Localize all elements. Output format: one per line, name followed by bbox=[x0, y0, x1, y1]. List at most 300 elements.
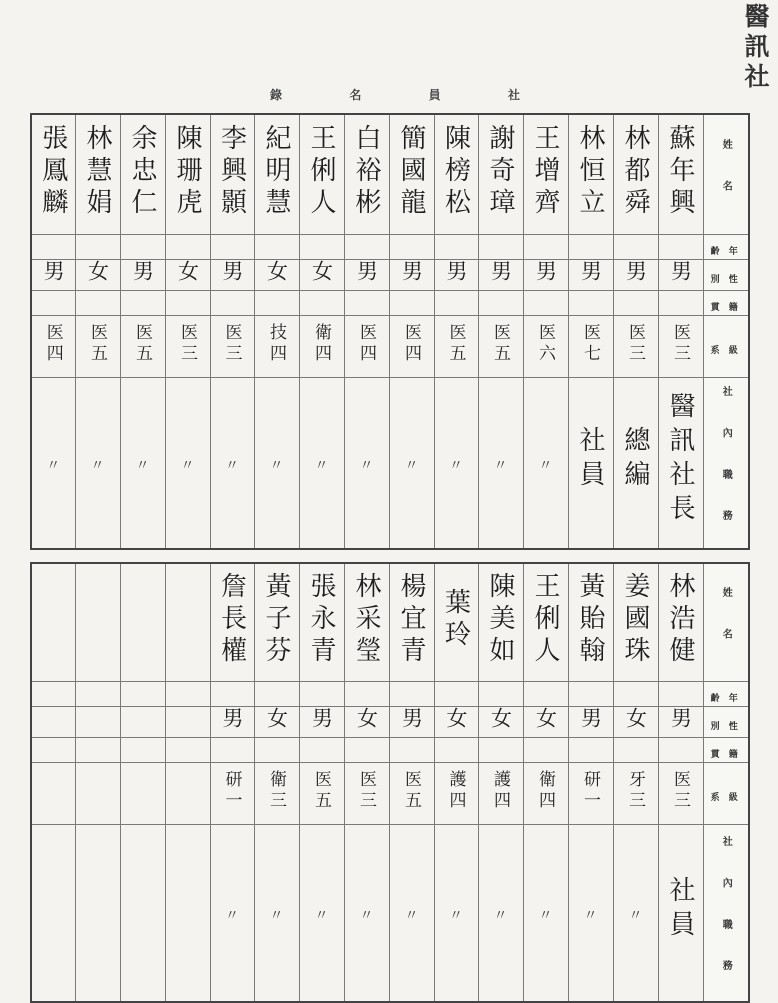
cell-class bbox=[568, 315, 613, 377]
row-origin bbox=[31, 737, 749, 762]
value-name: 紀明慧 bbox=[261, 123, 291, 220]
row-name bbox=[31, 114, 749, 234]
cell-sex bbox=[389, 706, 434, 737]
value-name: 林慧娟 bbox=[82, 123, 112, 220]
value-role: 〃 bbox=[493, 457, 508, 474]
cell-age bbox=[210, 681, 254, 706]
cell-sex bbox=[568, 706, 613, 737]
value-name: 蘇年興 bbox=[665, 123, 695, 220]
cell-origin bbox=[389, 737, 434, 762]
cell-sex bbox=[523, 259, 568, 290]
value-role: 總編 bbox=[620, 426, 650, 495]
row-origin bbox=[31, 290, 749, 315]
cell-age bbox=[568, 681, 613, 706]
cell-role bbox=[523, 377, 568, 549]
cell-name bbox=[165, 114, 210, 234]
header-name bbox=[703, 114, 749, 234]
header-label-role: 社 內 職 務 bbox=[720, 386, 732, 535]
cell-role bbox=[210, 377, 254, 549]
cell-age bbox=[523, 234, 568, 259]
header-label-name: 姓 名 bbox=[720, 587, 732, 653]
header-origin bbox=[703, 290, 749, 315]
value-name: 黃子芬 bbox=[261, 571, 291, 668]
cell-origin bbox=[434, 737, 478, 762]
value-sex: 男 bbox=[309, 706, 334, 732]
cell-origin bbox=[75, 737, 120, 762]
cell-origin bbox=[344, 290, 389, 315]
value-class: 医五 bbox=[490, 322, 510, 365]
cell-age bbox=[165, 681, 210, 706]
cell-name bbox=[568, 114, 613, 234]
value-sex: 男 bbox=[668, 259, 693, 285]
value-role: 〃 bbox=[269, 907, 284, 924]
value-name: 林采瑩 bbox=[351, 571, 381, 668]
cell-age bbox=[434, 681, 478, 706]
cell-age bbox=[434, 234, 478, 259]
cell-sex bbox=[658, 259, 703, 290]
value-sex: 男 bbox=[444, 259, 468, 285]
value-sex: 女 bbox=[488, 706, 513, 732]
cell-class bbox=[523, 762, 568, 824]
value-role: 〃 bbox=[449, 457, 463, 474]
cell-age bbox=[210, 234, 254, 259]
cell-role bbox=[523, 824, 568, 1002]
cell-role bbox=[568, 377, 613, 549]
value-class: 医四 bbox=[42, 322, 63, 365]
value-role: 〃 bbox=[359, 457, 374, 474]
header-label-class: 系 級 bbox=[710, 346, 741, 356]
cell-age bbox=[613, 234, 658, 259]
header-sex bbox=[703, 259, 749, 290]
cell-role bbox=[389, 824, 434, 1002]
value-sex: 男 bbox=[623, 259, 648, 285]
cell-origin bbox=[120, 290, 165, 315]
title-char: 社 bbox=[507, 88, 520, 102]
cell-role bbox=[75, 824, 120, 1002]
cell-origin bbox=[478, 290, 523, 315]
value-sex: 女 bbox=[175, 259, 200, 285]
cell-sex bbox=[254, 706, 299, 737]
cell-sex bbox=[75, 706, 120, 737]
cell-name bbox=[299, 114, 344, 234]
value-role: 〃 bbox=[449, 907, 463, 924]
cell-origin bbox=[523, 737, 568, 762]
cell-age bbox=[120, 681, 165, 706]
cell-class bbox=[210, 762, 254, 824]
value-class: 医五 bbox=[132, 322, 152, 365]
cell-origin bbox=[299, 737, 344, 762]
header-label-age: 齡 年 bbox=[710, 246, 741, 257]
value-name: 謝奇璋 bbox=[485, 123, 515, 220]
header-label-origin: 貫 籍 bbox=[710, 749, 741, 760]
cell-origin bbox=[75, 290, 120, 315]
cell-origin bbox=[299, 290, 344, 315]
cell-name bbox=[478, 563, 523, 681]
cell-class bbox=[120, 315, 165, 377]
value-role: 社員 bbox=[665, 876, 695, 945]
header-sex bbox=[703, 706, 749, 737]
cell-origin bbox=[254, 290, 299, 315]
cell-age bbox=[31, 234, 75, 259]
document-title bbox=[270, 86, 520, 103]
cell-name bbox=[389, 114, 434, 234]
value-role: 醫訊社長 bbox=[665, 392, 695, 529]
cell-age bbox=[658, 681, 703, 706]
value-name: 陳珊虎 bbox=[172, 123, 202, 220]
cell-sex bbox=[434, 259, 478, 290]
cell-name bbox=[75, 563, 120, 681]
value-class: 医三 bbox=[670, 322, 690, 365]
header-age bbox=[703, 234, 749, 259]
cell-age bbox=[254, 681, 299, 706]
value-sex: 男 bbox=[578, 706, 603, 732]
cell-sex bbox=[613, 706, 658, 737]
value-class: 研一 bbox=[580, 769, 600, 812]
cell-role bbox=[389, 377, 434, 549]
cell-role bbox=[478, 824, 523, 1002]
value-name: 黃貽翰 bbox=[575, 571, 605, 668]
cell-class bbox=[120, 762, 165, 824]
value-name: 林浩健 bbox=[665, 571, 695, 668]
value-class: 医三 bbox=[177, 322, 197, 365]
value-sex: 女 bbox=[264, 259, 289, 285]
value-class: 医三 bbox=[221, 322, 242, 365]
roster-table-upper bbox=[30, 113, 750, 550]
cell-sex bbox=[120, 706, 165, 737]
cell-class bbox=[344, 762, 389, 824]
cell-role bbox=[75, 377, 120, 549]
cell-name bbox=[478, 114, 523, 234]
cell-origin bbox=[120, 737, 165, 762]
value-class: 医四 bbox=[356, 322, 376, 365]
value-role: 〃 bbox=[538, 907, 553, 924]
header-label-name: 姓 名 bbox=[720, 139, 732, 205]
value-class: 医七 bbox=[580, 322, 600, 365]
cell-sex bbox=[299, 706, 344, 737]
cell-class bbox=[434, 762, 478, 824]
value-class: 医五 bbox=[401, 769, 421, 812]
value-name: 陳榜松 bbox=[440, 123, 471, 220]
cell-age bbox=[389, 234, 434, 259]
value-role: 〃 bbox=[269, 457, 284, 474]
cell-class bbox=[434, 315, 478, 377]
value-class: 医三 bbox=[625, 322, 645, 365]
cell-age bbox=[478, 681, 523, 706]
cell-role bbox=[254, 824, 299, 1002]
cell-name bbox=[299, 563, 344, 681]
cell-role bbox=[31, 377, 75, 549]
cell-name bbox=[31, 114, 75, 234]
value-sex: 女 bbox=[264, 706, 289, 732]
cell-role bbox=[210, 824, 254, 1002]
cell-sex bbox=[210, 259, 254, 290]
cell-age bbox=[389, 681, 434, 706]
value-name: 白裕彬 bbox=[351, 123, 381, 220]
cell-origin bbox=[344, 737, 389, 762]
cell-name bbox=[658, 114, 703, 234]
header-class bbox=[703, 315, 749, 377]
header-role bbox=[703, 824, 749, 1002]
cell-name bbox=[434, 563, 478, 681]
cell-role bbox=[344, 377, 389, 549]
cell-sex bbox=[568, 259, 613, 290]
value-role: 〃 bbox=[225, 907, 239, 924]
cell-sex bbox=[613, 259, 658, 290]
cell-age bbox=[299, 681, 344, 706]
value-class: 衛三 bbox=[266, 769, 286, 812]
value-name: 陳美如 bbox=[485, 571, 515, 668]
cell-name bbox=[344, 114, 389, 234]
cell-class bbox=[478, 315, 523, 377]
cell-sex bbox=[344, 259, 389, 290]
value-class: 研一 bbox=[221, 769, 242, 812]
cell-sex bbox=[31, 259, 75, 290]
cell-class bbox=[523, 315, 568, 377]
cell-class bbox=[613, 762, 658, 824]
cell-age bbox=[344, 234, 389, 259]
row-sex bbox=[31, 706, 749, 737]
cell-class bbox=[344, 315, 389, 377]
cell-role bbox=[165, 377, 210, 549]
row-age bbox=[31, 681, 749, 706]
cell-class bbox=[31, 315, 75, 377]
value-role: 〃 bbox=[225, 457, 239, 474]
cell-role bbox=[658, 824, 703, 1002]
value-sex: 男 bbox=[578, 259, 603, 285]
cell-name bbox=[254, 114, 299, 234]
cell-origin bbox=[658, 290, 703, 315]
cell-origin bbox=[613, 737, 658, 762]
cell-class bbox=[478, 762, 523, 824]
cell-age bbox=[75, 681, 120, 706]
value-class: 医五 bbox=[311, 769, 331, 812]
cell-class bbox=[165, 315, 210, 377]
cell-class bbox=[210, 315, 254, 377]
cell-role bbox=[165, 824, 210, 1002]
cell-sex bbox=[344, 706, 389, 737]
cell-origin bbox=[165, 290, 210, 315]
cell-name bbox=[523, 563, 568, 681]
cell-age bbox=[120, 234, 165, 259]
value-name: 詹長權 bbox=[216, 571, 247, 668]
cell-class bbox=[165, 762, 210, 824]
value-name: 楊宜青 bbox=[396, 571, 426, 668]
value-name: 王俐人 bbox=[306, 123, 336, 220]
cell-name bbox=[389, 563, 434, 681]
value-sex: 男 bbox=[533, 259, 558, 285]
row-name bbox=[31, 563, 749, 681]
value-sex: 男 bbox=[130, 259, 155, 285]
cell-sex bbox=[658, 706, 703, 737]
value-role: 〃 bbox=[538, 457, 553, 474]
cell-origin bbox=[389, 290, 434, 315]
value-name: 張永青 bbox=[306, 571, 336, 668]
cell-age bbox=[299, 234, 344, 259]
cell-sex bbox=[31, 706, 75, 737]
cell-origin bbox=[210, 737, 254, 762]
value-class: 医五 bbox=[445, 322, 466, 365]
cell-sex bbox=[523, 706, 568, 737]
cell-age bbox=[75, 234, 120, 259]
header-role bbox=[703, 377, 749, 549]
value-sex: 男 bbox=[399, 259, 424, 285]
value-name: 姜國珠 bbox=[620, 571, 650, 668]
value-name: 簡國龍 bbox=[396, 123, 426, 220]
cell-role bbox=[299, 377, 344, 549]
cell-origin bbox=[478, 737, 523, 762]
header-name bbox=[703, 563, 749, 681]
cell-class bbox=[389, 315, 434, 377]
value-role: 〃 bbox=[404, 907, 419, 924]
value-role: 〃 bbox=[180, 457, 195, 474]
value-sex: 女 bbox=[444, 706, 468, 732]
header-label-origin: 貫 籍 bbox=[710, 302, 741, 313]
cell-sex bbox=[389, 259, 434, 290]
header-origin bbox=[703, 737, 749, 762]
value-sex: 男 bbox=[668, 706, 693, 732]
value-sex: 女 bbox=[85, 259, 110, 285]
header-label-age: 齡 年 bbox=[710, 693, 741, 704]
cell-origin bbox=[434, 290, 478, 315]
value-sex: 女 bbox=[533, 706, 558, 732]
cell-role bbox=[613, 824, 658, 1002]
cell-name bbox=[210, 563, 254, 681]
cell-origin bbox=[523, 290, 568, 315]
cell-class bbox=[658, 762, 703, 824]
cell-class bbox=[299, 315, 344, 377]
value-role: 社員 bbox=[575, 426, 605, 495]
cell-name bbox=[165, 563, 210, 681]
value-sex: 男 bbox=[488, 259, 513, 285]
value-role: 〃 bbox=[628, 907, 643, 924]
cell-sex bbox=[165, 706, 210, 737]
cell-origin bbox=[613, 290, 658, 315]
value-sex: 男 bbox=[354, 259, 379, 285]
cell-role bbox=[434, 377, 478, 549]
cell-name bbox=[120, 563, 165, 681]
value-name: 王俐人 bbox=[530, 571, 560, 668]
value-sex: 女 bbox=[623, 706, 648, 732]
value-name: 李興顥 bbox=[216, 123, 247, 220]
cell-sex bbox=[478, 259, 523, 290]
row-role bbox=[31, 824, 749, 1002]
title-char: 員 bbox=[428, 88, 441, 102]
stamp-text: 醫訊社 bbox=[744, 2, 770, 91]
value-role: 〃 bbox=[135, 457, 150, 474]
cell-name bbox=[210, 114, 254, 234]
cell-class bbox=[613, 315, 658, 377]
cell-role bbox=[478, 377, 523, 549]
cell-age bbox=[613, 681, 658, 706]
value-role: 〃 bbox=[90, 457, 105, 474]
value-sex: 男 bbox=[220, 706, 244, 732]
cell-role bbox=[254, 377, 299, 549]
value-role: 〃 bbox=[493, 907, 508, 924]
value-sex: 女 bbox=[354, 706, 379, 732]
cell-origin bbox=[568, 290, 613, 315]
value-role: 〃 bbox=[314, 907, 329, 924]
value-name: 余忠仁 bbox=[127, 123, 157, 220]
cell-role bbox=[299, 824, 344, 1002]
cell-sex bbox=[210, 706, 254, 737]
cell-class bbox=[75, 315, 120, 377]
value-sex: 男 bbox=[41, 259, 66, 285]
header-class bbox=[703, 762, 749, 824]
cell-name bbox=[658, 563, 703, 681]
value-role: 〃 bbox=[583, 907, 598, 924]
cell-origin bbox=[165, 737, 210, 762]
row-sex bbox=[31, 259, 749, 290]
cell-role bbox=[613, 377, 658, 549]
value-class: 医三 bbox=[356, 769, 376, 812]
cell-role bbox=[568, 824, 613, 1002]
value-name: 葉玲 bbox=[440, 587, 471, 652]
cell-role bbox=[120, 377, 165, 549]
title-char: 名 bbox=[349, 88, 362, 102]
cell-age bbox=[254, 234, 299, 259]
cell-age bbox=[478, 234, 523, 259]
cell-role bbox=[434, 824, 478, 1002]
cell-name bbox=[75, 114, 120, 234]
cell-sex bbox=[254, 259, 299, 290]
cell-origin bbox=[568, 737, 613, 762]
cell-class bbox=[299, 762, 344, 824]
cell-role bbox=[658, 377, 703, 549]
value-class: 護四 bbox=[490, 769, 510, 812]
cell-name bbox=[120, 114, 165, 234]
roster-table-lower bbox=[30, 562, 750, 1003]
cell-name bbox=[254, 563, 299, 681]
cell-name bbox=[568, 563, 613, 681]
value-class: 医六 bbox=[535, 322, 555, 365]
cell-class bbox=[389, 762, 434, 824]
header-label-sex: 別 性 bbox=[710, 274, 741, 285]
header-label-role: 社 內 職 務 bbox=[720, 836, 732, 985]
cell-name bbox=[31, 563, 75, 681]
cell-age bbox=[658, 234, 703, 259]
cell-age bbox=[344, 681, 389, 706]
value-class: 護四 bbox=[445, 769, 466, 812]
value-class: 医三 bbox=[670, 769, 690, 812]
row-role bbox=[31, 377, 749, 549]
cell-origin bbox=[254, 737, 299, 762]
header-label-class: 系 級 bbox=[710, 793, 741, 803]
cell-sex bbox=[299, 259, 344, 290]
cell-name bbox=[434, 114, 478, 234]
value-class: 医四 bbox=[401, 322, 421, 365]
cell-name bbox=[344, 563, 389, 681]
cell-class bbox=[75, 762, 120, 824]
row-class bbox=[31, 762, 749, 824]
cell-origin bbox=[658, 737, 703, 762]
cell-origin bbox=[210, 290, 254, 315]
value-class: 医五 bbox=[87, 322, 107, 365]
cell-class bbox=[31, 762, 75, 824]
cell-role bbox=[120, 824, 165, 1002]
cell-class bbox=[658, 315, 703, 377]
row-class bbox=[31, 315, 749, 377]
value-role: 〃 bbox=[404, 457, 419, 474]
value-role: 〃 bbox=[359, 907, 374, 924]
cell-name bbox=[613, 114, 658, 234]
value-name: 王增齊 bbox=[530, 123, 560, 220]
cell-class bbox=[568, 762, 613, 824]
cell-class bbox=[254, 315, 299, 377]
cell-sex bbox=[434, 706, 478, 737]
header-label-sex: 別 性 bbox=[710, 721, 741, 732]
value-class: 牙三 bbox=[625, 769, 645, 812]
cell-sex bbox=[75, 259, 120, 290]
